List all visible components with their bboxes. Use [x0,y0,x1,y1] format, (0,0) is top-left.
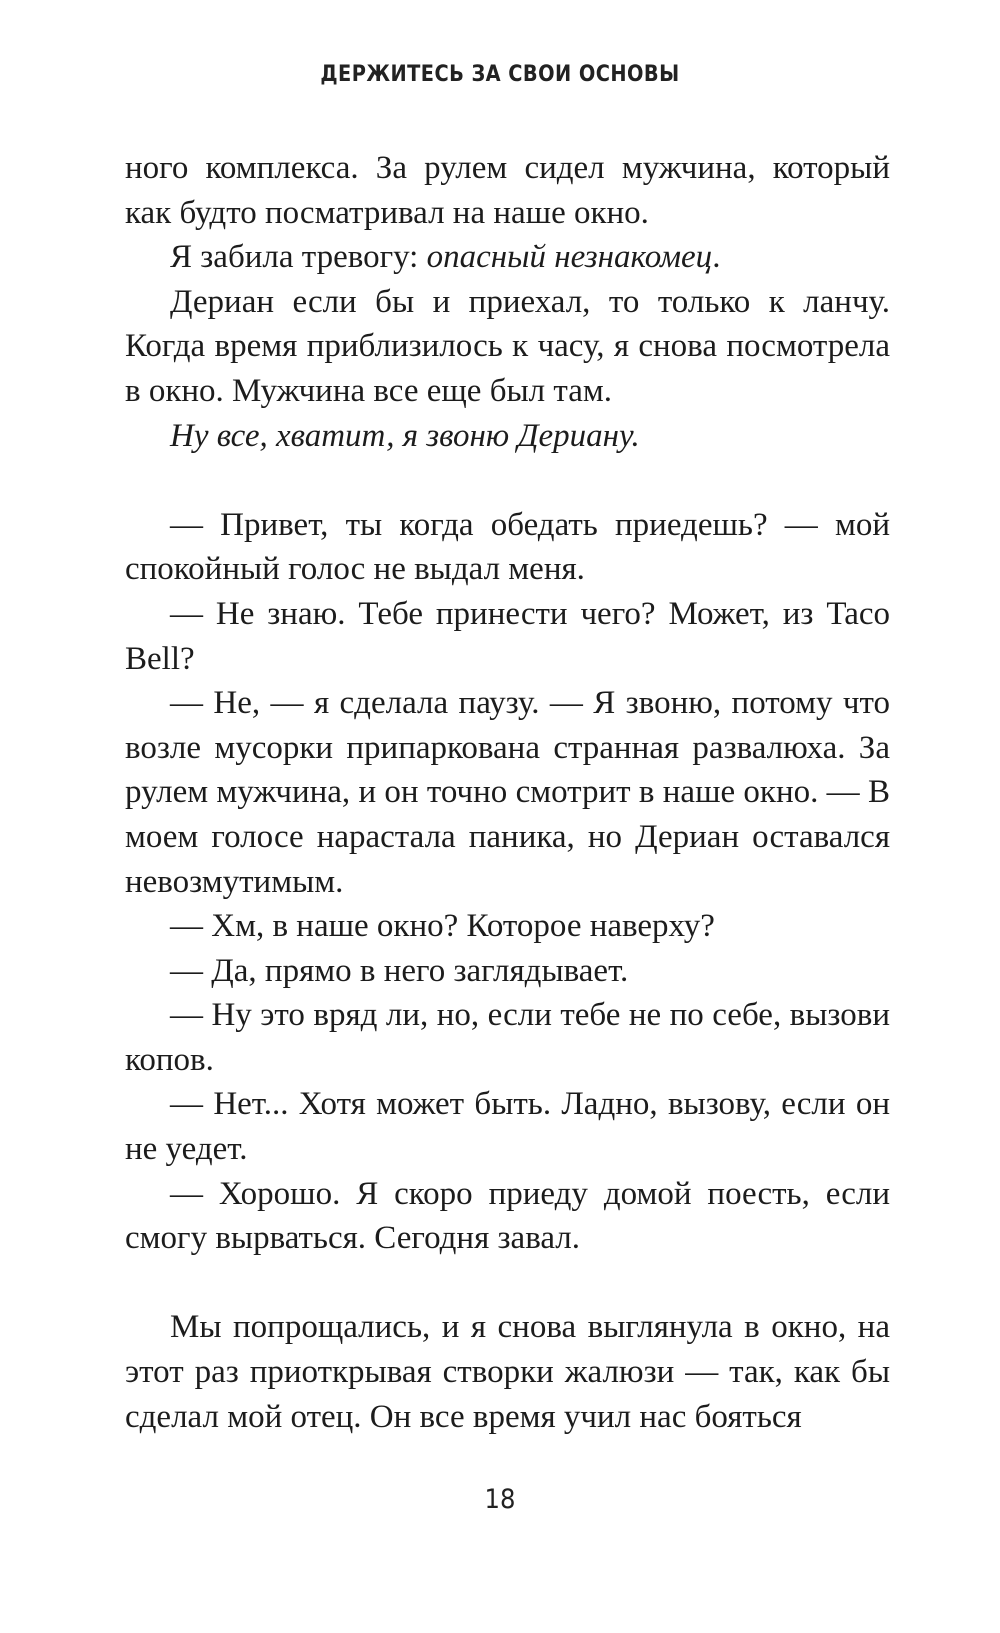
dialogue-3: — Не, — я сделала паузу. — Я звоню, потому что возле мусорки припаркована странная развалюха. За рулем мужчина, и он точно смотрит в наше окно. — В моем голосе нарастала паника, но Дериан оставался невозмутимым. [125,685,890,900]
page-number: 18 [484,1484,516,1515]
paragraph-2-end: . [712,239,721,276]
dialogue-8: — Хорошо. Я скоро приеду домой поесть, если смогу вырваться. Сегодня завал. [125,1175,890,1257]
running-title: ДЕРЖИТЕСЬ ЗА СВОИ ОСНОВЫ [320,62,680,87]
section-break [125,1261,890,1306]
dialogue-7: — Нет... Хотя может быть. Ладно, вызову, если он не уедет. [125,1086,890,1168]
body-text [125,146,890,1439]
paragraph-2-text: Я забила тревогу: [170,239,427,276]
paragraph-3: Дериан если бы и приехал, то только к ланчу. Когда время приблизилось к часу, я снова посмотрела в окно. Мужчина все еще был там. [125,283,890,409]
dialogue-5: — Да, прямо в него заглядывает. [170,952,629,989]
dialogue-6: — Ну это вряд ли, но, если тебе не по себе, вызови копов. [125,997,890,1078]
paragraph-2 [125,235,890,280]
paragraph-final: Мы попрощались, и я снова выглянула в окно, на этот раз приоткрывая створки жалюзи — так, как бы сделал мой отец. Он все время учил нас бояться [125,1309,890,1435]
dialogue-1: — Привет, ты когда обедать приедешь? — мой спокойный голос не выдал меня. [125,506,890,588]
paragraph-2-italic: опасный незнакомец [426,239,713,276]
paragraph-4 [125,414,890,459]
dialogue-2: — Не знаю. Тебе принести чего? Может, из Taco Bell? [125,595,890,677]
section-break [125,458,890,503]
paragraph-1: ного комплекса. За рулем сидел мужчина, который как будто посматривал на наше окно. [125,150,890,231]
dialogue-4: — Хм, в наше окно? Которое наверху? [170,908,715,945]
paragraph-4-italic: Ну все, хватит, я звоню Дериану. [170,417,640,454]
